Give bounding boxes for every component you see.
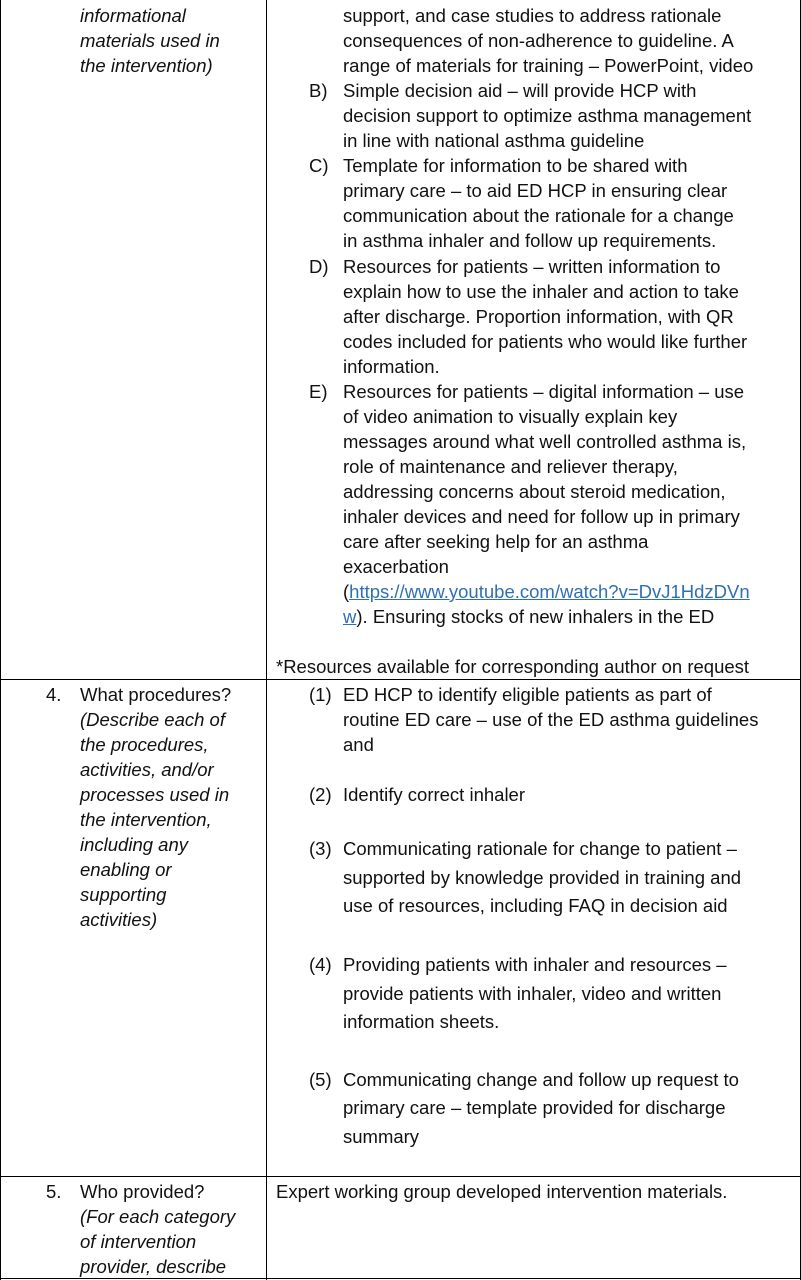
list-marker-c: C): [309, 155, 329, 176]
step-5-line: summary: [343, 1126, 420, 1147]
step-4-line: information sheets.: [343, 1011, 500, 1032]
row-divider-3-4: [0, 679, 801, 680]
link-open-paren: (: [343, 581, 350, 602]
step-marker-2: (2): [309, 784, 332, 805]
step-3-line: use of resources, including FAQ in decision aid: [343, 895, 728, 916]
row4-left-line: (Describe each of: [80, 709, 225, 730]
list-item-c-line: in asthma inhaler and follow up requirements.: [343, 230, 717, 251]
step-4-line: provide patients with inhaler, video and written: [343, 983, 722, 1004]
step-marker-3: (3): [309, 838, 332, 859]
column-divider: [266, 0, 267, 1280]
row3-left-line: materials used in: [80, 30, 220, 51]
table-border-left: [0, 0, 1, 1280]
list-item-e-line: exacerbation: [343, 556, 449, 577]
row4-left-line: supporting: [80, 884, 167, 905]
step-marker-1: (1): [309, 684, 332, 705]
step-3-line: Communicating rationale for change to patient –: [343, 838, 737, 859]
youtube-link-continued[interactable]: w: [343, 606, 357, 627]
list-item-e-line: role of maintenance and reliever therapy,: [343, 456, 678, 477]
step-5-line: primary care – template provided for discharge: [343, 1097, 726, 1118]
row-divider-4-5: [0, 1176, 801, 1177]
video-link-line: [343, 579, 750, 604]
list-item-e-line: messages around what well controlled asthma is,: [343, 431, 747, 452]
materials-text-line: consequences of non-adherence to guideline. A: [343, 30, 734, 51]
materials-text-line: support, and case studies to address rationale: [343, 5, 722, 26]
step-marker-5: (5): [309, 1069, 332, 1090]
row5-left-line: provider, describe: [80, 1256, 227, 1277]
video-link-line-2: [343, 604, 714, 629]
row3-left-line: informational: [80, 5, 186, 26]
row4-number: 4.: [46, 684, 62, 705]
row4-left-line: the procedures,: [80, 734, 209, 755]
list-item-d-line: explain how to use the inhaler and action to take: [343, 281, 739, 302]
youtube-link[interactable]: https://www.youtube.com/watch?v=DvJ1HdzDVn: [349, 581, 750, 602]
step-4-line: Providing patients with inhaler and resources –: [343, 954, 727, 975]
list-item-e-line: of video animation to visually explain key: [343, 406, 678, 427]
row4-left-line: processes used in: [80, 784, 230, 805]
materials-text-line: range of materials for training – PowerPoint, video: [343, 55, 754, 76]
row4-left-line: the intervention,: [80, 809, 212, 830]
step-3-line: supported by knowledge provided in training and: [343, 867, 742, 888]
list-item-e-line: inhaler devices and need for follow up in primary: [343, 506, 740, 527]
list-item-c-line: Template for information to be shared with: [343, 155, 688, 176]
row4-title: What procedures?: [80, 684, 232, 705]
row3-left-line: the intervention): [80, 55, 213, 76]
row5-left-line: of intervention: [80, 1231, 197, 1252]
row4-left-line: activities, and/or: [80, 759, 214, 780]
list-marker-d: D): [309, 256, 329, 277]
list-item-e-line: Resources for patients – digital information – use: [343, 381, 745, 402]
step-1-line: routine ED care – use of the ED asthma guidelines: [343, 709, 759, 730]
row4-left-line: including any: [80, 834, 188, 855]
list-marker-e: E): [309, 381, 328, 402]
step-2-line: Identify correct inhaler: [343, 784, 526, 805]
list-marker-b: B): [309, 80, 328, 101]
after-link-text: ). Ensuring stocks of new inhalers in the ED: [356, 606, 715, 627]
list-item-d-line: after discharge. Proportion information, with QR: [343, 306, 734, 327]
list-item-c-line: primary care – to aid ED HCP in ensuring clear: [343, 180, 728, 201]
list-item-b-line: decision support to optimize asthma management: [343, 105, 752, 126]
row5-number: 5.: [46, 1181, 62, 1202]
list-item-d-line: codes included for patients who would like further: [343, 331, 748, 352]
row5-title: Who provided?: [80, 1181, 205, 1202]
list-item-b-line: in line with national asthma guideline: [343, 130, 645, 151]
step-1-line: ED HCP to identify eligible patients as part of: [343, 684, 712, 705]
row4-left-line: activities): [80, 909, 158, 930]
list-item-b-line: Simple decision aid – will provide HCP with: [343, 80, 697, 101]
list-item-c-line: communication about the rationale for a change: [343, 205, 734, 226]
row4-left-line: enabling or: [80, 859, 172, 880]
step-1-line: and: [343, 734, 374, 755]
list-item-e-line: addressing concerns about steroid medication,: [343, 481, 726, 502]
row5-left-line: (For each category: [80, 1206, 236, 1227]
step-5-line: Communicating change and follow up request to: [343, 1069, 739, 1090]
row5-text: Expert working group developed intervention materials.: [276, 1181, 728, 1202]
step-marker-4: (4): [309, 954, 332, 975]
list-item-e-line: care after seeking help for an asthma: [343, 531, 649, 552]
list-item-d-line: information.: [343, 356, 440, 377]
resources-note: *Resources available for corresponding author on request: [276, 656, 750, 677]
list-item-d-line: Resources for patients – written information to: [343, 256, 721, 277]
